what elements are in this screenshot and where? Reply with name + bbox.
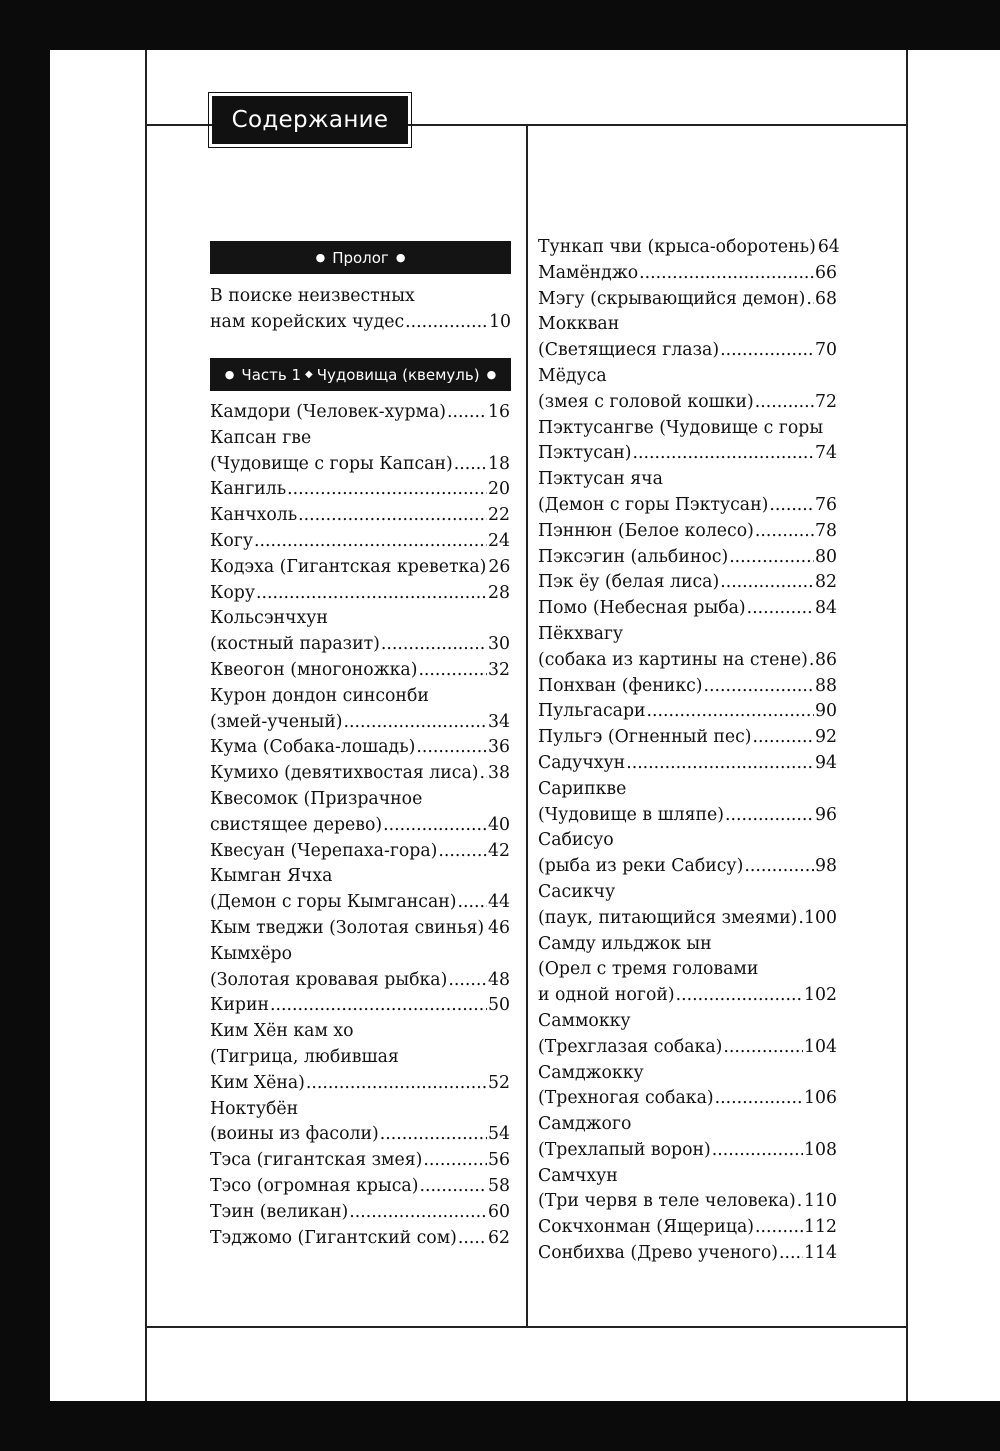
dot-leader — [729, 545, 814, 571]
toc-entry-page: 76 — [815, 494, 837, 515]
bullet-icon: ● — [315, 251, 326, 264]
toc-entry-title: (Тигрица, любившая — [210, 1046, 399, 1067]
toc-entry — [210, 890, 510, 916]
toc-entry — [538, 648, 837, 674]
right-vertical-rule — [906, 50, 908, 1401]
toc-entry-title: (Золотая кровавая рыбка) — [210, 969, 448, 990]
toc-entry-page: 64 — [817, 237, 840, 257]
dot-leader — [755, 390, 814, 416]
toc-entry-title: (собака из картины на стене) — [538, 649, 808, 670]
dot-leader — [306, 1071, 487, 1097]
toc-entry — [210, 310, 511, 336]
toc-entry — [538, 364, 837, 390]
dot-leader — [639, 261, 814, 287]
toc-entry — [538, 932, 837, 958]
toc-entry-page: 58 — [488, 1175, 510, 1196]
dot-leader — [419, 1174, 487, 1200]
toc-entry-title: Мэгу (скрывающийся демон) — [538, 288, 806, 309]
toc-entry — [538, 1009, 837, 1035]
part1-bar — [210, 358, 511, 391]
toc-entry — [538, 493, 837, 519]
toc-entry — [210, 839, 510, 865]
dot-leader — [480, 761, 487, 787]
toc-entry-page: 44 — [488, 892, 510, 913]
dot-leader — [720, 570, 814, 596]
dot-leader — [755, 1215, 803, 1241]
toc-entry — [210, 942, 510, 968]
toc-entry-title: Кым тведжи (Золотая свинья) — [210, 917, 485, 938]
toc-entry-title: Понхван (феникс) — [538, 675, 703, 696]
bullet-icon: ● — [486, 368, 497, 381]
toc-entry-title: Сокчхонман (Ящерица) — [538, 1217, 755, 1238]
dot-leader — [418, 658, 487, 684]
toc-entry-title: (Трехногая собака) — [538, 1088, 714, 1109]
toc-entry — [210, 284, 511, 310]
dot-leader — [633, 441, 814, 467]
toc-entry — [210, 1148, 510, 1174]
toc-entry-page: 40 — [488, 814, 510, 835]
toc-entry-title: Кангиль — [210, 479, 287, 500]
dot-leader — [755, 519, 814, 545]
dot-leader — [779, 1241, 803, 1267]
toc-entry-page: 48 — [488, 969, 510, 990]
toc-entry-title: (Чудовище с горы Капсан) — [210, 453, 453, 474]
dot-leader — [383, 813, 487, 839]
dot-leader — [380, 1122, 487, 1148]
toc-entry-title: Кодэха (Гигантская креветка) — [210, 556, 487, 577]
dot-leader — [715, 1086, 803, 1112]
toc-entry-title: Кума (Собака-лошадь) — [210, 737, 416, 758]
toc-entry-page: 72 — [815, 391, 837, 412]
toc-entry-page: 98 — [815, 856, 837, 877]
dot-leader — [438, 839, 487, 865]
dot-leader — [458, 1226, 487, 1252]
toc-entry-page: 52 — [488, 1072, 510, 1093]
toc-entry-title: Самчхун — [538, 1165, 618, 1186]
toc-entry-page: 54 — [488, 1124, 510, 1145]
toc-entry-page: 112 — [804, 1217, 837, 1238]
toc-entry — [538, 235, 840, 261]
dot-leader — [405, 310, 488, 336]
toc-entry — [538, 1086, 837, 1112]
toc-entry — [538, 1164, 837, 1190]
toc-entry — [210, 1097, 510, 1123]
toc-entry-page: 82 — [815, 572, 837, 593]
toc-entry-page: 42 — [488, 840, 510, 861]
toc-entry-title: Помо (Небесная рыба) — [538, 598, 746, 619]
dot-leader — [447, 400, 487, 426]
dot-leader — [725, 803, 814, 829]
toc-entry-page: 102 — [804, 985, 837, 1006]
toc-entry-page: 90 — [815, 701, 837, 722]
dot-leader — [344, 710, 487, 736]
toc-entry — [210, 400, 510, 426]
dot-leader — [256, 581, 487, 607]
toc-entry-title: и одной ногой) — [538, 985, 675, 1006]
page-title: Содержание — [231, 107, 389, 133]
toc-entry-title: Пэктусан яча — [538, 469, 663, 490]
toc-entry-title: (Трехлапый ворон) — [538, 1139, 711, 1160]
dot-leader — [270, 993, 487, 1019]
toc-entry-page: 78 — [815, 520, 837, 541]
dot-leader — [381, 632, 487, 658]
toc-entry-title: Тэса (гигантская змея) — [210, 1150, 423, 1171]
toc-entry — [210, 993, 510, 1019]
dot-leader — [676, 983, 803, 1009]
toc-entry-page: 70 — [815, 340, 837, 361]
dot-leader — [809, 648, 814, 674]
toc-entry-title: В поиске неизвестных — [210, 286, 415, 306]
toc-entry — [210, 684, 510, 710]
toc-entry — [538, 441, 837, 467]
toc-entry-title: Кору — [210, 582, 256, 603]
dot-leader — [626, 751, 814, 777]
toc-entry-title: Курон дондон синсонби — [210, 685, 429, 706]
toc-entry-page: 10 — [489, 311, 511, 332]
toc-entry — [538, 699, 837, 725]
toc-entry-title: (Орел с тремя головами — [538, 959, 759, 980]
toc-entry — [538, 751, 837, 777]
toc-entry-title: (змей-ученый) — [210, 711, 343, 732]
toc-entry — [538, 674, 837, 700]
toc-entry-page: 110 — [804, 1191, 837, 1212]
toc-entry-page: 38 — [488, 763, 510, 784]
toc-entry-title: Моккван — [538, 314, 620, 335]
dot-leader — [416, 735, 487, 761]
dot-leader — [254, 529, 487, 555]
toc-entry — [210, 1226, 510, 1252]
bullet-icon: ● — [395, 251, 406, 264]
toc-entry-title: Ким Хёна) — [210, 1072, 305, 1093]
toc-entry-title: Сасикчу — [538, 881, 616, 902]
toc-entry-page: 16 — [488, 402, 510, 422]
dot-leader — [797, 1189, 803, 1215]
toc-entry — [538, 957, 837, 983]
toc-entry — [210, 813, 510, 839]
toc-entry-page: 18 — [488, 453, 510, 474]
toc-entry-title: (Чудовище в шляпе) — [538, 804, 725, 825]
toc-entry-page: 92 — [815, 727, 837, 748]
toc-entry-page: 74 — [815, 443, 837, 464]
toc-entry-page: 100 — [804, 907, 837, 928]
toc-entry — [538, 596, 837, 622]
toc-entry-title: Пэксэгин (альбинос) — [538, 546, 729, 567]
toc-entry — [210, 658, 510, 684]
toc-entry — [210, 581, 510, 607]
book-page — [50, 50, 1000, 1401]
dot-leader — [720, 338, 814, 364]
toc-entry-page: 66 — [815, 262, 837, 283]
toc-entry — [210, 710, 510, 736]
toc-entry — [538, 1241, 837, 1267]
toc-entry-page: 62 — [488, 1227, 510, 1248]
toc-entry — [210, 606, 510, 632]
toc-entry-title: Пэктусангве (Чудовище с горы — [538, 417, 824, 438]
dot-leader — [647, 699, 814, 725]
toc-entry-title: Сарипкве — [538, 778, 627, 799]
toc-entry — [210, 503, 510, 529]
toc-entry-title: Пэк ёу (белая лиса) — [538, 572, 720, 593]
toc-entry — [538, 906, 837, 932]
toc-entry-title: Кымхёро — [210, 943, 293, 964]
toc-entry — [538, 390, 837, 416]
toc-entry — [538, 545, 837, 571]
toc-entry — [210, 1174, 510, 1200]
toc-entry-page: 106 — [804, 1088, 837, 1109]
toc-entry-title: (воины из фасоли) — [210, 1124, 379, 1145]
toc-entry — [538, 725, 837, 751]
dot-leader — [798, 906, 803, 932]
column-divider-rule — [526, 124, 528, 1327]
toc-entry-page: 46 — [488, 917, 510, 938]
toc-entry-page: 20 — [488, 479, 510, 500]
toc-entry — [538, 416, 837, 442]
bullet-icon: ● — [224, 368, 235, 381]
left-vertical-rule — [145, 50, 147, 1401]
toc-entry-title: (Демон с горы Пэктусан) — [538, 494, 769, 515]
toc-entry — [210, 426, 510, 452]
toc-right-column — [538, 235, 840, 1267]
toc-entry-title: Тэин (великан) — [210, 1201, 349, 1222]
toc-entry-title: Канчхоль — [210, 505, 298, 526]
dot-leader — [448, 968, 487, 994]
toc-entry-title: (змея с головой кошки) — [538, 391, 754, 412]
toc-entry-page: 60 — [488, 1201, 510, 1222]
toc-entry-title: Мёдуса — [538, 365, 607, 386]
toc-entry-title: Пульгасари — [538, 701, 646, 722]
toc-entry-page: 30 — [488, 634, 510, 655]
toc-entry-title: Самджокку — [538, 1062, 644, 1083]
dot-leader — [747, 596, 814, 622]
part1-label: Часть 1 — [241, 365, 302, 384]
toc-entry-title: Кольсэнчхун — [210, 608, 328, 629]
toc-entry-page: 26 — [488, 556, 511, 577]
toc-entry-title: (паук, питающийся змеями) — [538, 907, 798, 928]
dot-leader — [287, 477, 487, 503]
diamond-icon: ◆ — [305, 369, 313, 380]
toc-entry — [538, 983, 837, 1009]
toc-entry-title: Камдори (Человек-хурма) — [210, 402, 447, 422]
toc-entry-page: 56 — [488, 1150, 510, 1171]
toc-entry — [210, 968, 510, 994]
toc-entry — [210, 477, 510, 503]
toc-entry-page: 88 — [815, 675, 837, 696]
toc-entry-title: (Три червя в теле человека) — [538, 1191, 796, 1212]
toc-entry — [538, 1035, 837, 1061]
toc-entry-title: Самджого — [538, 1114, 632, 1135]
toc-entry — [538, 261, 837, 287]
toc-entry — [538, 880, 837, 906]
toc-entry-title: Капсан гве — [210, 427, 312, 448]
part1-title: Чудовища (квемуль) — [316, 365, 480, 384]
toc-entry — [538, 467, 837, 493]
toc-entry-page: 28 — [488, 582, 510, 603]
toc-entry — [210, 452, 510, 478]
toc-entry — [210, 529, 510, 555]
toc-entry-title: Саммокку — [538, 1010, 631, 1031]
toc-entry-title: Кирин — [210, 995, 269, 1016]
toc-entry-title: Кымган Ячха — [210, 866, 333, 887]
toc-entry-title: Мамёнджо — [538, 262, 639, 283]
toc-entry — [538, 312, 837, 338]
toc-entry-title: Сабисуо — [538, 830, 614, 851]
toc-entry-title: Тэджомо (Гигантский сом) — [210, 1227, 457, 1248]
toc-entry — [538, 803, 837, 829]
toc-entry — [210, 1122, 510, 1148]
toc-entry-title: Когу — [210, 530, 254, 551]
toc-entry-page: 84 — [815, 598, 837, 619]
toc-entry — [538, 570, 837, 596]
toc-entry — [210, 632, 510, 658]
toc-entry-page: 50 — [488, 995, 510, 1016]
toc-entry — [538, 1112, 837, 1138]
toc-entry-title: Пёкхвагу — [538, 623, 624, 644]
toc-entry-page: 80 — [815, 546, 837, 567]
toc-left-column — [210, 400, 510, 1251]
toc-entry-title: Кумихо (девятихвостая лиса) — [210, 763, 479, 784]
toc-entry — [538, 1215, 837, 1241]
toc-entry-title: Квеогон (многоножка) — [210, 659, 418, 680]
toc-entry-title: Пульгэ (Огненный пес) — [538, 727, 752, 748]
dot-leader — [769, 493, 814, 519]
toc-entry-page: 32 — [488, 659, 510, 680]
toc-entry-title: Садучхун — [538, 752, 626, 773]
toc-entry-title: (Светящиеся глаза) — [538, 340, 720, 361]
toc-entry-page: 68 — [815, 288, 837, 309]
toc-entry — [538, 854, 837, 880]
prolog-bar — [210, 241, 511, 274]
toc-entry — [538, 1061, 837, 1087]
toc-entry-page: 36 — [488, 737, 510, 758]
toc-entry — [538, 1138, 837, 1164]
toc-entry — [538, 1189, 837, 1215]
toc-entry-title: Квесуан (Черепаха-гора) — [210, 840, 438, 861]
toc-entry-page: 104 — [804, 1036, 837, 1057]
toc-entry — [538, 828, 837, 854]
toc-entry-page: 34 — [488, 711, 510, 732]
toc-entry-title: Ноктубён — [210, 1098, 299, 1119]
toc-entry-title: Пэктусан) — [538, 443, 632, 464]
toc-entry — [538, 622, 837, 648]
toc-entry — [210, 1071, 510, 1097]
toc-entry-title: Тэсо (огромная крыса) — [210, 1175, 419, 1196]
toc-entry — [210, 916, 510, 942]
toc-entry — [210, 1045, 510, 1071]
dot-leader — [712, 1138, 803, 1164]
toc-entry-title: (костный паразит) — [210, 634, 380, 655]
toc-entry — [210, 787, 510, 813]
contents-title-box — [212, 96, 408, 144]
toc-entry-title: свистящее дерево) — [210, 814, 383, 835]
toc-entry-page: 108 — [804, 1139, 837, 1160]
toc-entry — [538, 338, 837, 364]
toc-entry-title: Сонбихва (Древо ученого) — [538, 1243, 778, 1264]
dot-leader — [485, 916, 487, 942]
toc-entry-title: Квесомок (Призрачное — [210, 788, 423, 809]
dot-leader — [298, 503, 487, 529]
toc-entry — [538, 287, 837, 313]
dot-leader — [806, 287, 814, 313]
toc-entry-page: 94 — [815, 752, 837, 773]
toc-entry-page: 86 — [815, 649, 837, 670]
toc-entry — [210, 555, 510, 581]
toc-entry-title: Самду ильджок ын — [538, 933, 712, 954]
toc-entry-title: Пэннюн (Белое колесо) — [538, 520, 754, 541]
toc-entry-title: (Трехглазая собака) — [538, 1036, 723, 1057]
dot-leader — [423, 1148, 487, 1174]
toc-entry-page: 24 — [488, 530, 510, 551]
dot-leader — [744, 854, 814, 880]
dot-leader — [753, 725, 814, 751]
dot-leader — [349, 1200, 487, 1226]
toc-entry-title: Ким Хён кам хо — [210, 1021, 354, 1042]
toc-entry — [210, 1200, 510, 1226]
toc-entry — [538, 777, 837, 803]
toc-entry-title: (Демон с горы Кымгансан) — [210, 892, 457, 913]
toc-entry-page: 22 — [488, 505, 510, 526]
toc-entry — [210, 735, 510, 761]
toc-entry — [538, 519, 837, 545]
dot-leader — [458, 890, 487, 916]
toc-entry — [210, 761, 510, 787]
toc-entry-title: (рыба из реки Сабису) — [538, 856, 744, 877]
toc-entry — [210, 1019, 510, 1045]
dot-leader — [723, 1035, 803, 1061]
prolog-label: Пролог — [332, 248, 389, 267]
dot-leader — [704, 674, 814, 700]
toc-entry-page: 96 — [815, 804, 837, 825]
toc-entry-title: нам корейских чудес — [210, 311, 405, 332]
toc-entry-page: 114 — [804, 1243, 837, 1264]
toc-entry-title: Тункап чви (крыса-оборотень) — [538, 237, 816, 257]
prolog-entries — [210, 284, 511, 336]
dot-leader — [454, 452, 487, 478]
toc-entry — [210, 864, 510, 890]
